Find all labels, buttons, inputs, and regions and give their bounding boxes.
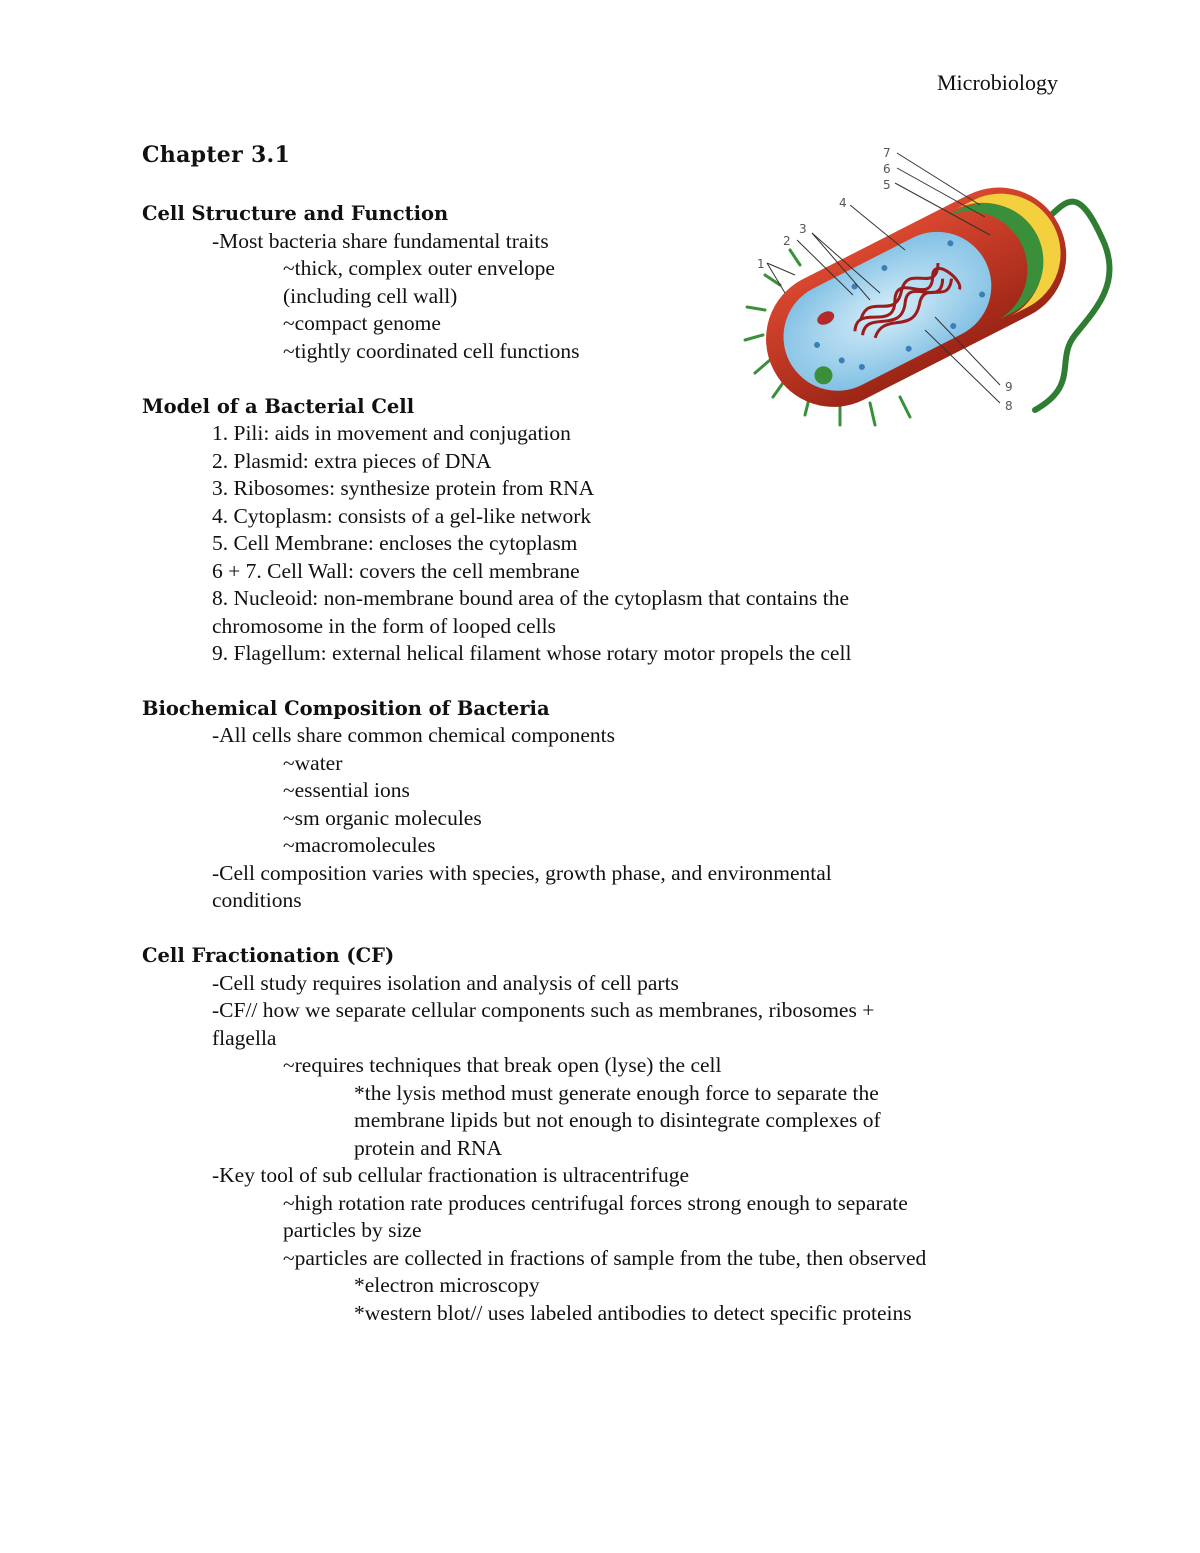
text-line: ~compact genome (283, 311, 441, 335)
list-item: chromosome in the form of looped cells (212, 614, 556, 638)
list-item: 1. Pili: aids in movement and conjugation (212, 421, 571, 445)
list-item: 6 + 7. Cell Wall: covers the cell membrane (212, 559, 580, 583)
section-heading-model: Model of a Bacterial Cell (142, 395, 415, 418)
text-line: *electron microscopy (354, 1273, 540, 1297)
text-line: membrane lipids but not enough to disintegrate complexes of (354, 1108, 881, 1132)
bacterial-cell-diagram (735, 135, 1120, 445)
text-line: ~water (283, 751, 343, 775)
figure-label-3: 3 (799, 222, 807, 236)
text-line: ~macromolecules (283, 833, 436, 857)
figure-label-8: 8 (1005, 399, 1013, 413)
page-header-subject: Microbiology (937, 70, 1058, 95)
text-line: -Cell composition varies with species, growth phase, and environmental (212, 861, 832, 885)
text-line: -Key tool of sub cellular fractionation is ultracentrifuge (212, 1163, 690, 1187)
text-line: ~requires techniques that break open (lyse) the cell (283, 1053, 722, 1077)
list-item: 3. Ribosomes: synthesize protein from RNA (212, 476, 595, 500)
text-line: -CF// how we separate cellular components such as membranes, ribosomes + (212, 998, 875, 1022)
section-heading-biochemical: Biochemical Composition of Bacteria (142, 697, 550, 720)
text-line: ~thick, complex outer envelope (283, 256, 555, 280)
text-line: -Cell study requires isolation and analysis of cell parts (212, 971, 679, 995)
text-line: particles by size (283, 1218, 422, 1242)
list-item: 4. Cytoplasm: consists of a gel-like network (212, 504, 592, 528)
text-line: *the lysis method must generate enough force to separate the (354, 1081, 879, 1105)
text-line: *western blot// uses labeled antibodies to detect specific proteins (354, 1301, 912, 1325)
text-line: ~tightly coordinated cell functions (283, 339, 580, 363)
section-heading-cell-structure: Cell Structure and Function (142, 202, 449, 225)
text-line: ~high rotation rate produces centrifugal forces strong enough to separate (283, 1191, 908, 1215)
figure-label-5: 5 (883, 178, 891, 192)
chapter-title: Chapter 3.1 (142, 142, 291, 168)
section-heading-fractionation: Cell Fractionation (CF) (142, 944, 395, 967)
list-item: 8. Nucleoid: non-membrane bound area of the cytoplasm that contains the (212, 586, 850, 610)
list-item: 5. Cell Membrane: encloses the cytoplasm (212, 531, 578, 555)
text-line: protein and RNA (354, 1136, 503, 1160)
text-line: ~sm organic molecules (283, 806, 482, 830)
figure-label-7: 7 (883, 146, 891, 160)
text-line: -Most bacteria share fundamental traits (212, 229, 549, 253)
figure-label-2: 2 (783, 234, 791, 248)
list-item: 9. Flagellum: external helical filament whose rotary motor propels the cell (212, 641, 852, 665)
list-item: 2. Plasmid: extra pieces of DNA (212, 449, 492, 473)
text-line: ~particles are collected in fractions of sample from the tube, then observed (283, 1246, 927, 1270)
figure-label-9: 9 (1005, 380, 1013, 394)
text-line: -All cells share common chemical components (212, 723, 615, 747)
figure-label-4: 4 (839, 196, 847, 210)
text-line: flagella (212, 1026, 277, 1050)
text-line: ~essential ions (283, 778, 410, 802)
figure-label-1: 1 (757, 257, 765, 271)
figure-label-6: 6 (883, 162, 891, 176)
text-line: (including cell wall) (283, 284, 458, 308)
text-line: conditions (212, 888, 302, 912)
